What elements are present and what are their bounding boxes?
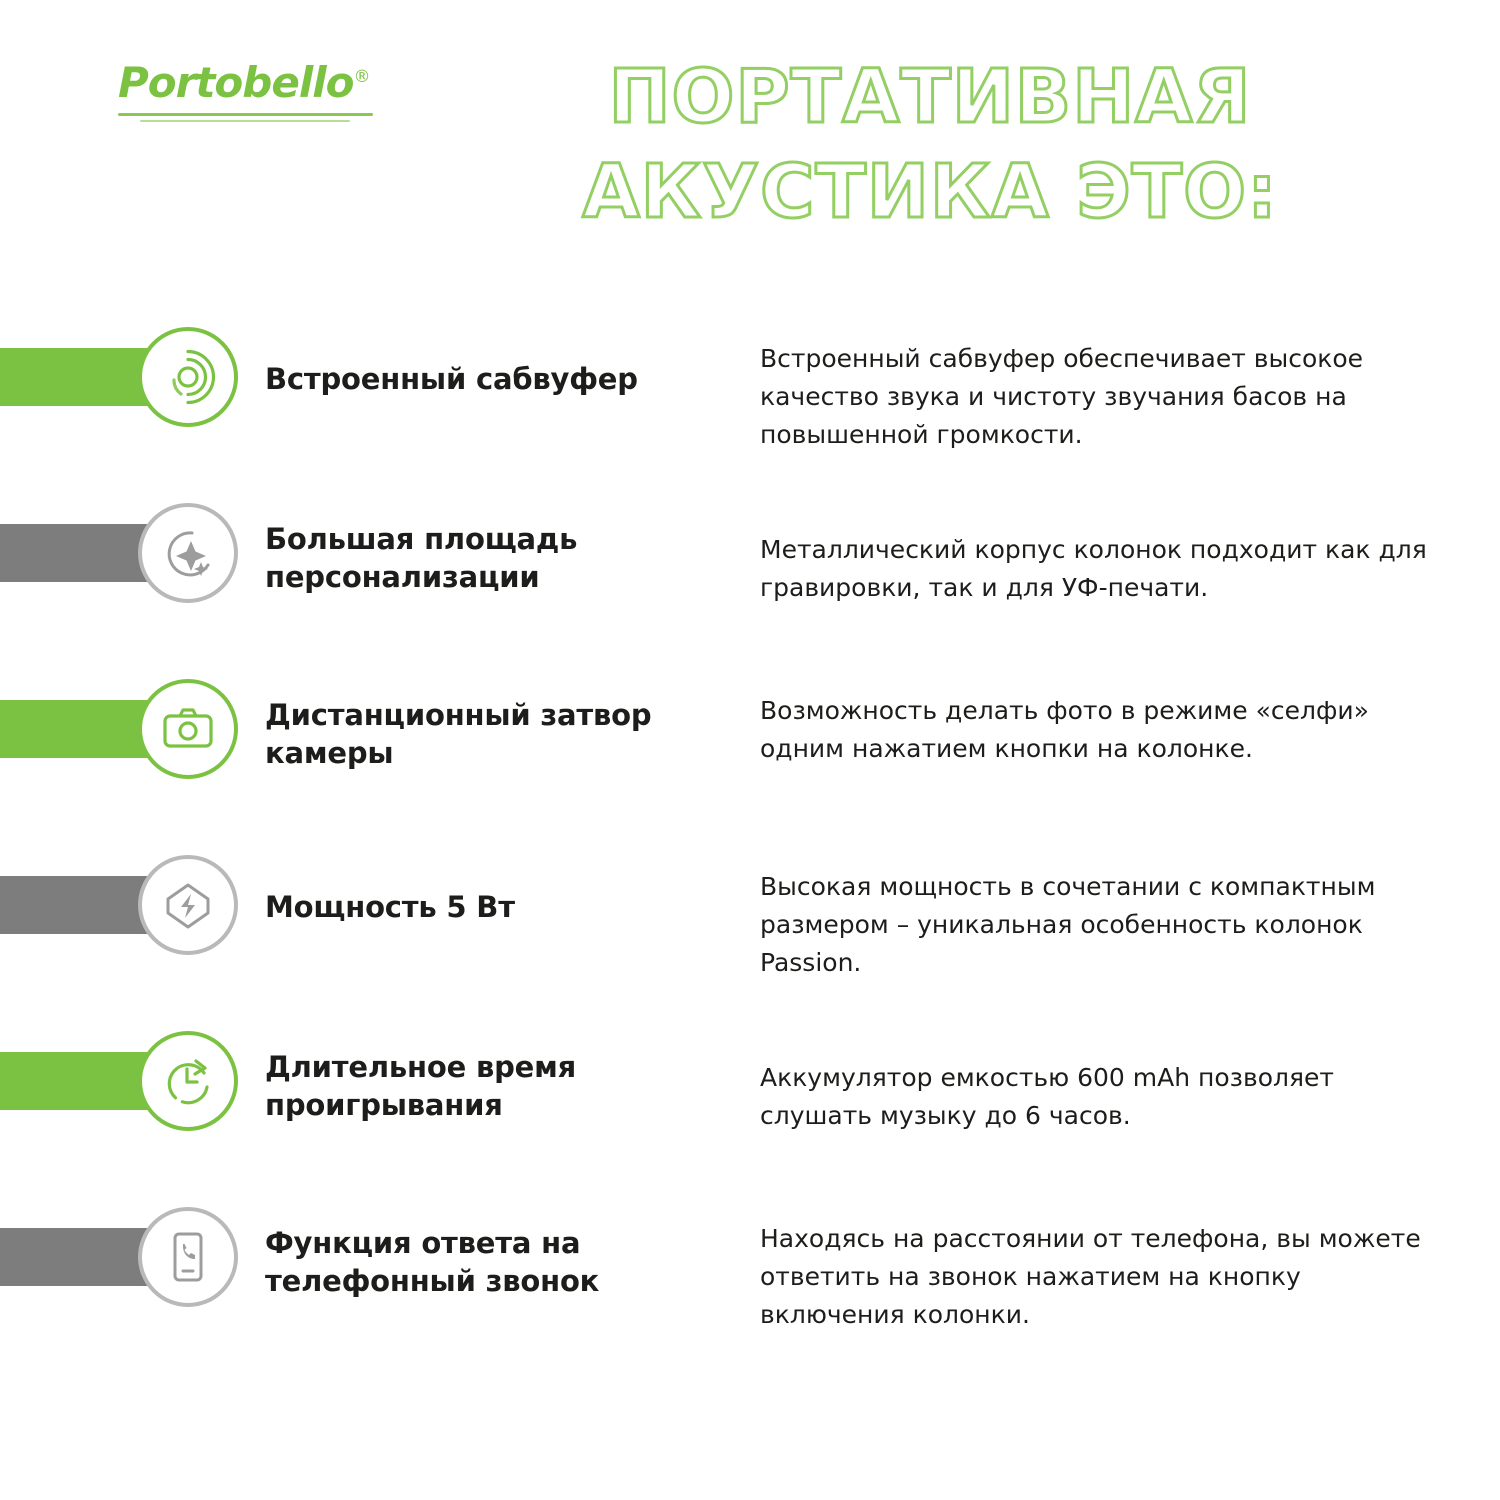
registered-mark: ® (353, 67, 370, 87)
feature-description: Аккумулятор емкостью 600 mAh позволяет слушать музыку до 6 часов. (760, 1063, 1334, 1130)
feature-description: Возможность делать фото в режиме «селфи» одним нажатием кнопки на колонке. (760, 696, 1369, 763)
feature-description: Находясь на расстоянии от телефона, вы можете ответить на звонок нажатием на кнопку включения колонки. (760, 1224, 1421, 1329)
brand-underline-secondary (140, 120, 350, 122)
headline-line-2: АКУСТИКА ЭТО: (582, 148, 1278, 235)
feature-row (0, 1180, 1500, 1356)
page-header (0, 0, 1500, 270)
clock-battery-icon (158, 1051, 218, 1111)
brand-logo (118, 58, 388, 122)
feature-description: Встроенный сабвуфер обеспечивает высокое качество звука и чистоту звучания басов на повышенной громкости. (760, 344, 1364, 449)
subwoofer-icon (157, 346, 219, 408)
feature-icon-badge (138, 1207, 238, 1307)
feature-title: Встроенный сабвуфер (265, 362, 638, 396)
feature-icon-badge (138, 855, 238, 955)
feature-list (0, 300, 1500, 1356)
feature-description: Высокая мощность в сочетании с компактным размером – уникальная особенность колонок Passion. (760, 872, 1376, 977)
headline-line-1: ПОРТАТИВНАЯ (608, 54, 1252, 140)
feature-icon-badge (138, 679, 238, 779)
feature-title: Длительное время проигрывания (265, 1050, 577, 1123)
feature-icon-badge (138, 327, 238, 427)
feature-title: Функция ответа на телефонный звонок (265, 1226, 600, 1299)
feature-row (0, 476, 1500, 652)
brand-underline-primary (118, 113, 373, 116)
feature-row (0, 300, 1500, 476)
feature-icon-badge (138, 503, 238, 603)
feature-title: Большая площадь персонализации (265, 522, 578, 595)
brand-name: Portobello® (118, 58, 370, 107)
power-bolt-icon (158, 875, 218, 935)
phone-call-icon (159, 1228, 217, 1286)
feature-title: Дистанционный затвор камеры (265, 698, 652, 771)
page-title (430, 50, 1430, 239)
feature-row (0, 828, 1500, 1004)
camera-icon (157, 698, 219, 760)
feature-title: Мощность 5 Вт (265, 890, 515, 924)
feature-row (0, 1004, 1500, 1180)
feature-description: Металлический корпус колонок подходит как для гравировки, так и для УФ-печати. (760, 535, 1427, 602)
feature-icon-badge (138, 1031, 238, 1131)
sparkle-moon-icon (158, 523, 218, 583)
feature-row (0, 652, 1500, 828)
